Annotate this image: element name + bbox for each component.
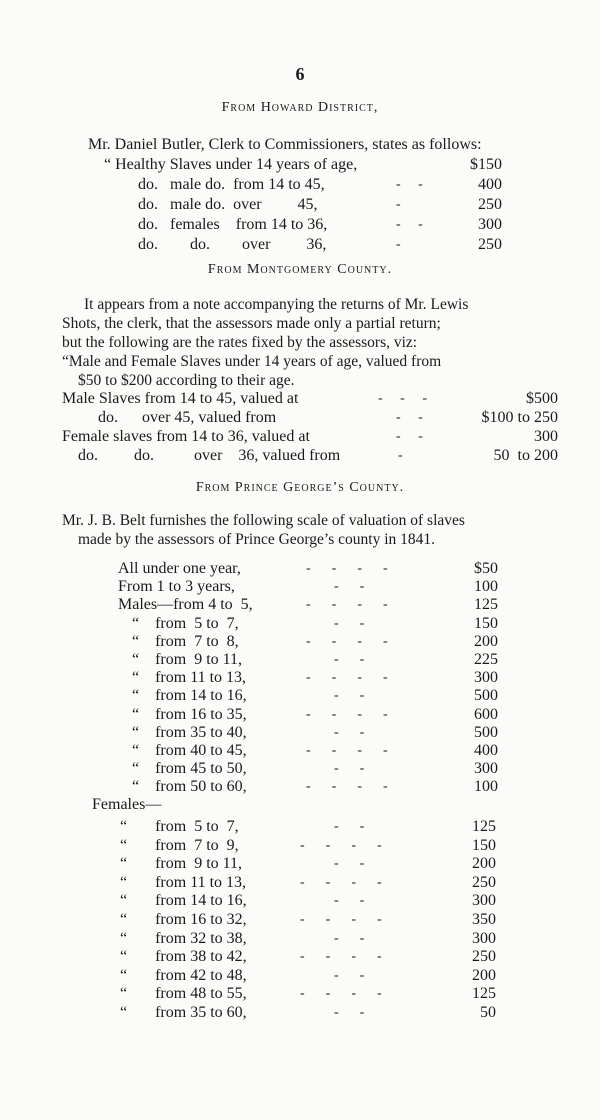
prince-georges-row-label: “ from 9 to 11, (132, 651, 243, 668)
prince-georges-row-label: “ from 45 to 50, (132, 760, 247, 778)
montgomery-row-leader: - - (396, 429, 423, 444)
prince-georges-female-row-value: 125 (472, 818, 496, 835)
prince-georges-female-row-value: 200 (472, 966, 496, 984)
howard-row-leader: - - (396, 177, 423, 192)
prince-georges-female-row-value: 50 (480, 1004, 496, 1021)
howard-row-label: do. do. over 36, (138, 236, 327, 253)
prince-georges-row-leader: - - (334, 615, 365, 631)
prince-georges-heading: From Prince George’s County. (195, 480, 405, 495)
prince-georges-female-row-label: “ from 38 to 42, (120, 948, 247, 966)
prince-georges-row-value: 500 (474, 723, 498, 741)
prince-georges-female-row-label: “ from 35 to 60, (120, 1004, 247, 1021)
prince-georges-row-value: $50 (474, 560, 498, 577)
prince-georges-female-row-value: 300 (472, 929, 496, 947)
prince-georges-row-label: “ from 11 to 13, (132, 669, 247, 687)
montgomery-row-label: Male Slaves from 14 to 45, valued at (62, 390, 299, 407)
howard-row-label: do. male do. from 14 to 45, (138, 176, 325, 193)
montgomery-row-value: $500 (526, 390, 558, 407)
howard-row-value: 300 (478, 216, 502, 233)
prince-georges-row-value: 125 (474, 596, 498, 614)
prince-georges-female-row-value: 150 (472, 836, 496, 854)
prince-georges-female-row-label: “ from 48 to 55, (120, 985, 247, 1003)
montgomery-para-line: “Male and Female Slaves under 14 years of age, valued from (62, 353, 442, 370)
prince-georges-row-leader: - - - - (306, 743, 388, 758)
howard-heading: From Howard District, (221, 100, 379, 115)
prince-georges-row-leader: - - (334, 579, 365, 595)
prince-georges-row-leader: - - - - (306, 670, 388, 686)
prince-georges-row-label: “ from 16 to 35, (132, 705, 247, 723)
prince-georges-female-row-value: 250 (472, 873, 496, 891)
prince-georges-row-label: All under one year, (118, 560, 241, 577)
montgomery-row-value: $100 to 250 (481, 409, 558, 426)
prince-georges-female-row-value: 350 (472, 911, 496, 928)
prince-georges-row-leader: - - - - (306, 633, 388, 649)
montgomery-row-value: 50 to 200 (493, 447, 558, 464)
prince-georges-row-leader: - - (334, 652, 365, 667)
prince-georges-female-row-label: “ from 5 to 7, (120, 818, 239, 835)
prince-georges-row-leader: - - (334, 761, 365, 777)
prince-georges-row-value: 300 (474, 760, 498, 778)
montgomery-row-value: 300 (534, 428, 558, 445)
howard-row-leader: - (396, 197, 401, 212)
prince-georges-row-leader: - - - - (306, 597, 388, 613)
prince-georges-row-value: 100 (474, 578, 498, 596)
prince-georges-female-row-label: “ from 11 to 13, (120, 873, 247, 891)
montgomery-row-leader: - - - (378, 391, 427, 406)
prince-georges-row-value: 150 (474, 614, 498, 632)
howard-row-value: 250 (478, 196, 502, 213)
page-number: 6 (295, 64, 305, 84)
prince-georges-row-label: “ from 14 to 16, (132, 687, 247, 705)
howard-row-label: do. females from 14 to 36, (138, 216, 328, 233)
prince-georges-intro-line: made by the assessors of Prince George’s county in 1841. (78, 531, 436, 548)
prince-georges-row-leader: - - - - (306, 779, 388, 795)
prince-georges-female-row-value: 125 (472, 985, 496, 1003)
prince-georges-female-row-leader: - - (334, 893, 365, 909)
montgomery-row-label: Female slaves from 14 to 36, valued at (62, 428, 310, 445)
prince-georges-female-row-label: “ from 16 to 32, (120, 911, 247, 928)
prince-georges-female-row-value: 200 (472, 855, 496, 873)
prince-georges-row-leader: - - (334, 724, 365, 740)
montgomery-row-leader: - - (396, 410, 423, 425)
montgomery-para-line: but the following are the rates fixed by the assessors, viz: (62, 334, 418, 351)
prince-georges-row-value: 100 (474, 778, 498, 796)
prince-georges-row-label: From 1 to 3 years, (118, 578, 235, 596)
howard-row-value: $150 (470, 156, 502, 173)
prince-georges-intro-line: Mr. J. B. Belt furnishes the following scale of valuation of slaves (62, 512, 465, 529)
females-label: Females— (92, 796, 162, 813)
prince-georges-female-row-leader: - - (334, 856, 365, 872)
prince-georges-row-label: “ from 50 to 60, (132, 778, 247, 796)
prince-georges-row-value: 200 (474, 632, 498, 650)
prince-georges-female-row-label: “ from 7 to 9, (120, 836, 239, 854)
prince-georges-row-label: “ from 5 to 7, (132, 614, 239, 632)
prince-georges-female-row-leader: - - - - (300, 949, 382, 965)
montgomery-para-line: Shots, the clerk, that the assessors made only a partial return; (62, 315, 441, 332)
prince-georges-row-value: 400 (474, 742, 498, 759)
prince-georges-row-label: “ from 35 to 40, (132, 723, 247, 741)
prince-georges-female-row-leader: - - - - (300, 837, 382, 853)
prince-georges-female-row-leader: - - - - (300, 986, 382, 1002)
prince-georges-row-leader: - - - - (306, 706, 388, 722)
howard-row-leader: - (396, 237, 401, 252)
prince-georges-row-value: 300 (474, 669, 498, 687)
prince-georges-row-leader: - - - - (306, 561, 388, 576)
prince-georges-row-leader: - - (334, 688, 365, 704)
prince-georges-female-row-label: “ from 42 to 48, (120, 966, 247, 984)
montgomery-row-label: do. over 45, valued from (98, 409, 277, 426)
prince-georges-female-row-label: “ from 9 to 11, (120, 855, 243, 873)
howard-intro: Mr. Daniel Butler, Clerk to Commissioners, states as follows: (88, 136, 482, 153)
montgomery-para-line: It appears from a note accompanying the returns of Mr. Lewis (84, 296, 469, 313)
prince-georges-female-row-leader: - - (334, 819, 365, 834)
montgomery-row-label: do. do. over 36, valued from (78, 447, 341, 464)
prince-georges-female-row-label: “ from 14 to 16, (120, 892, 247, 910)
howard-row-leader: - - (396, 217, 423, 232)
prince-georges-female-row-leader: - - - - (300, 912, 382, 927)
prince-georges-row-label: “ from 40 to 45, (132, 742, 247, 759)
prince-georges-female-row-leader: - - - - (300, 874, 382, 890)
prince-georges-female-row-label: “ from 32 to 38, (120, 929, 247, 947)
howard-row-value: 400 (478, 176, 502, 193)
montgomery-heading: From Montgomery County. (207, 262, 393, 277)
montgomery-row-leader: - (398, 448, 403, 463)
prince-georges-female-row-value: 250 (472, 948, 496, 966)
prince-georges-row-value: 500 (474, 687, 498, 705)
prince-georges-row-label: Males—from 4 to 5, (118, 596, 253, 614)
howard-row-value: 250 (478, 236, 502, 253)
prince-georges-row-value: 225 (474, 651, 498, 668)
prince-georges-female-row-leader: - - (334, 930, 365, 946)
prince-georges-female-row-leader: - - (334, 1005, 365, 1020)
prince-georges-female-row-leader: - - (334, 967, 365, 983)
prince-georges-row-label: “ from 7 to 8, (132, 632, 239, 650)
prince-georges-row-value: 600 (474, 705, 498, 723)
prince-georges-female-row-value: 300 (472, 892, 496, 910)
montgomery-para-line: $50 to $200 according to their age. (78, 372, 295, 389)
howard-row-label: “ Healthy Slaves under 14 years of age, (104, 156, 358, 173)
howard-row-label: do. male do. over 45, (138, 196, 318, 213)
